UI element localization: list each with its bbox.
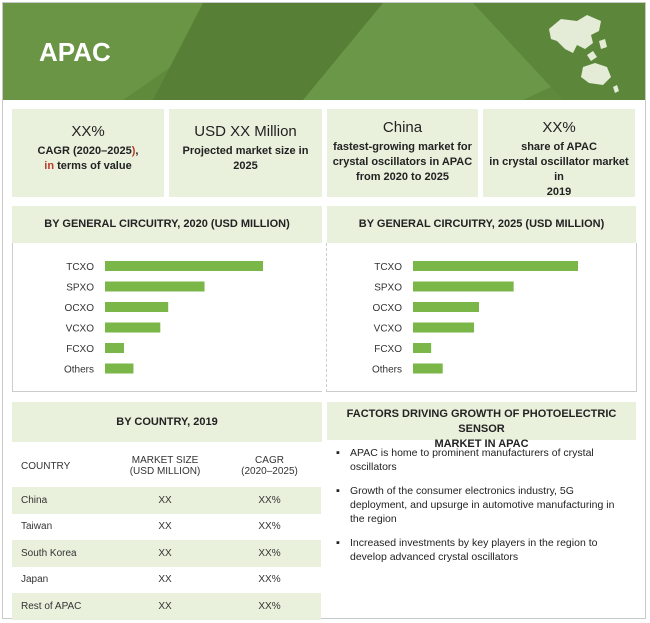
market-size-cell: XX: [112, 540, 218, 567]
stat-market-size-value: USD XX Million: [194, 123, 297, 140]
market-size-cell: XX: [158, 521, 172, 533]
table-row: [12, 567, 321, 594]
cagr-cell: XX%: [258, 521, 281, 533]
bar: [105, 343, 124, 353]
chart-2025-bar-chart: [326, 243, 636, 393]
factor-item: ▪ APAC is home to prominent manufacturers of crystal oscillators: [336, 446, 628, 474]
bar: [105, 323, 160, 333]
bar: [413, 364, 443, 374]
chart-2020-title: BY GENERAL CIRCUITRY, 2020 (USD MILLION): [12, 206, 322, 243]
table-row: [12, 487, 321, 514]
category-label: VCXO: [65, 323, 94, 335]
category-label: TCXO: [66, 262, 94, 273]
stat-market-size: [169, 109, 322, 197]
bar: [413, 282, 514, 292]
country-cell: Rest of APAC: [12, 593, 112, 620]
category-label: OCXO: [64, 303, 94, 314]
bar: [105, 302, 168, 312]
country-title: BY COUNTRY, 2019: [12, 402, 322, 442]
bar: [105, 364, 133, 374]
table-row: [12, 593, 321, 620]
category-label: SPXO: [374, 282, 402, 294]
bar: [413, 302, 479, 312]
cagr-column-header: CAGR (2020–2025): [241, 455, 298, 477]
category-label: SPXO: [66, 282, 94, 294]
bar: [413, 343, 431, 353]
country-cell: South Korea: [12, 540, 112, 567]
country-table-header-row: [12, 445, 321, 487]
factor-item: ▪ Increased investments by key players in the region to develop advanced crystal oscillators: [336, 536, 628, 564]
country-column-header: COUNTRY: [21, 460, 71, 472]
chart-2025-title: BY GENERAL CIRCUITRY, 2025 (USD MILLION): [327, 206, 636, 243]
stat-cagr-label-line1: CAGR (2020–2025),: [37, 145, 139, 157]
bar: [413, 261, 578, 271]
category-label: Others: [63, 364, 94, 376]
table-row: [12, 540, 321, 567]
cagr-cell: XX%: [218, 540, 321, 567]
bar: [413, 323, 474, 333]
cagr-cell: XX%: [218, 487, 321, 514]
category-label: Others: [371, 364, 402, 376]
bar: [105, 282, 205, 292]
market-size-cell: XX: [112, 487, 218, 514]
country-cell: China: [12, 487, 112, 514]
factors-list: [336, 446, 628, 574]
stat-cagr: [12, 109, 164, 197]
stat-fastest-market-label-line1: fastest-growing market for: [333, 141, 472, 153]
market-size-column-header: MARKET SIZE (USD MILLION): [129, 455, 201, 477]
country-table: [12, 445, 321, 620]
stat-fastest-market-value: China: [382, 119, 423, 136]
category-label: TCXO: [374, 262, 402, 273]
header-banner: [3, 3, 645, 100]
category-label: VCXO: [373, 323, 402, 335]
cagr-cell: XX%: [258, 574, 281, 586]
chart-2020-bar-chart: [12, 243, 322, 393]
country-cell: Japan: [21, 574, 49, 586]
stat-fastest-market: [327, 109, 478, 197]
bar: [105, 261, 263, 271]
cagr-cell: XX%: [218, 593, 321, 620]
stat-apac-share-label-line1: share of APAC: [521, 141, 597, 153]
stat-fastest-market-label-line3: from 2020 to 2025: [356, 171, 449, 183]
stat-apac-share-label-line2: in crystal oscillator market in: [489, 156, 629, 183]
stat-apac-share: [483, 109, 635, 197]
asia-pacific-map-icon: [543, 11, 623, 96]
stat-market-size-label-line2: 2025: [233, 160, 258, 172]
category-label: OCXO: [372, 303, 402, 314]
stat-market-size-label-line1: Projected market size in: [182, 145, 309, 157]
country-cell: Taiwan: [21, 521, 53, 533]
market-size-cell: XX: [158, 574, 172, 586]
stat-apac-share-value: XX%: [542, 119, 576, 136]
stat-apac-share-label-line3: 2019: [546, 186, 572, 198]
factors-title: FACTORS DRIVING GROWTH OF PHOTOELECTRIC SENSOR MARKET IN APAC: [327, 402, 636, 440]
factor-item: ▪ Growth of the consumer electronics industry, 5G deployment, and upsurge in automotive manufacturing in the region: [336, 484, 628, 526]
page-title: APAC: [39, 37, 111, 67]
stat-fastest-market-label-line2: crystal oscillators in APAC: [332, 156, 473, 168]
stat-cagr-label-line2: in terms of value: [44, 160, 132, 172]
category-label: FCXO: [66, 344, 94, 355]
table-row: [12, 514, 321, 541]
category-label: FCXO: [374, 344, 402, 355]
stat-cagr-value: XX%: [71, 123, 105, 140]
market-size-cell: XX: [112, 593, 218, 620]
